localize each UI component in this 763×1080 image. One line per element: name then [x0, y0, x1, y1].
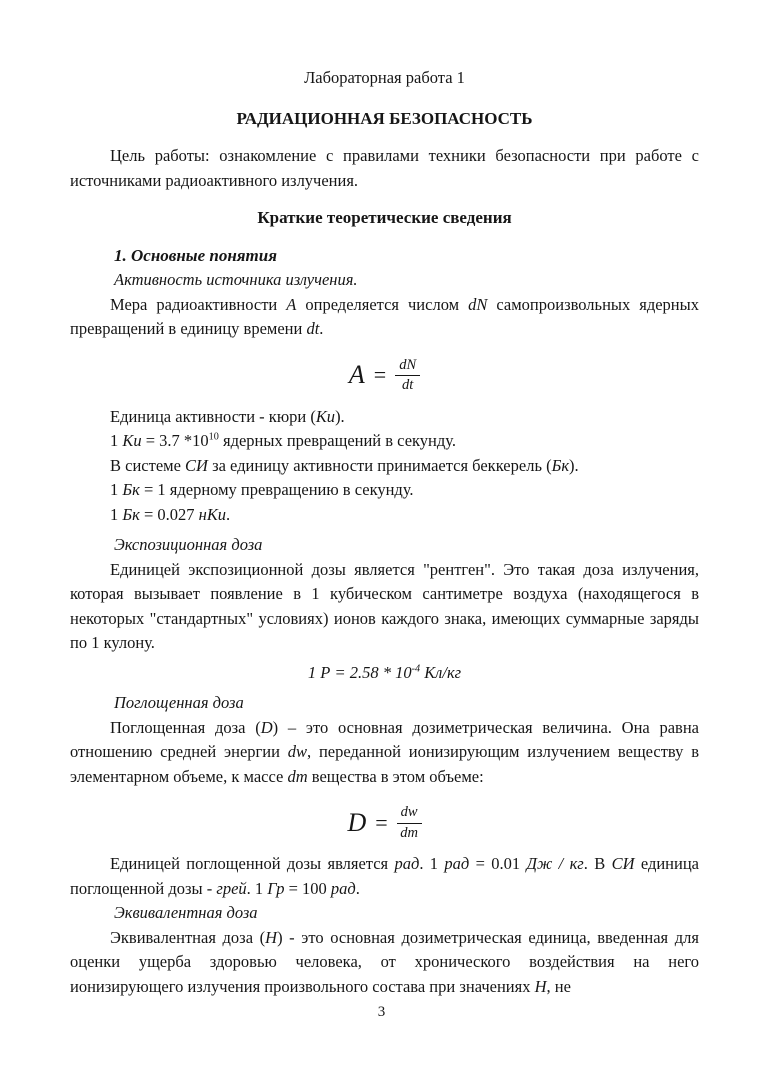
formula-fraction	[395, 357, 420, 394]
formula-numerator: dw	[397, 804, 422, 823]
activity-unit-line: В системе СИ за единицу активности принимается беккерель (Бк).	[110, 455, 579, 475]
document-title: РАДИАЦИОННАЯ БЕЗОПАСНОСТЬ	[236, 108, 533, 128]
page-number: 3	[377, 1004, 386, 1020]
subsection-heading: 1. Основные понятия	[114, 245, 277, 265]
formula-fraction	[397, 804, 422, 841]
goal-paragraph: Цель работы: ознакомление с правилами техники безопасности при работе с источниками радиоактивного излучения.	[70, 146, 699, 190]
formula-lhs: A	[348, 360, 365, 390]
formula-denominator: dt	[402, 377, 414, 393]
formula-numerator: dN	[395, 357, 420, 376]
activity-formula	[70, 352, 699, 400]
exposure-term-heading: Экспозиционная доза	[114, 535, 263, 554]
activity-unit-line: 1 Бк = 1 ядерному превращению в секунду.	[110, 480, 414, 499]
lab-work-header: Лабораторная работа 1	[304, 68, 465, 87]
absorbed-units-paragraph: Единицей поглощенной дозы является рад. 1 рад = 0.01 Дж / кг. В СИ единица поглощенной дозы - грей. 1 Гр = 100 рад.	[70, 854, 699, 898]
section-heading: Краткие теоретические сведения	[257, 208, 512, 227]
absorbed-term-heading: Поглощенная доза	[114, 693, 244, 712]
equivalent-term-heading: Эквивалентная доза	[114, 903, 258, 922]
absorbed-formula	[70, 799, 699, 847]
exposure-formula: 1 $Р = 2.58 * 10^{-4}$ Кл/кг	[307, 662, 462, 682]
activity-paragraph: Мера радиоактивности А определяется числом dN самопроизвольных ядерных превращений в единицу времени dt.	[70, 294, 699, 338]
formula-equals-sign: =	[375, 809, 388, 835]
formula-lhs: D	[347, 807, 367, 837]
activity-term-heading: Активность источника излучения.	[114, 270, 358, 289]
activity-unit-line: Единица активности - кюри (Ки).	[110, 406, 345, 426]
formula-equals-sign: =	[373, 362, 387, 388]
equivalent-paragraph: Эквивалентная доза (Н) - это основная дозиметрическая единица, введенная для оценки ущерба здоровью человека, от хронического воздействия на него ионизирующего излучения произвольного состава при значениях Н, не	[70, 927, 699, 996]
activity-unit-line: 1 Бк = 0.027 нКи.	[110, 504, 231, 524]
absorbed-paragraph: Поглощенная доза (D) – это основная дозиметрическая величина. Она равна отношению средней энергии dw, переданной ионизирующим излучением веществу в элементарном объеме, к массе dm вещества в этом объеме:	[70, 717, 700, 786]
exposure-paragraph: Единицей экспозиционной дозы является "рентген". Это такая доза излучения, которая вызывает появление в 1 кубическом сантиметре воздуха (находящегося в некоторых "стандартных" условиях) ионов каждого знака, имеющих суммарные заряды по 1 кулону.	[70, 559, 699, 652]
activity-unit-line: 1 Ки = 3.7 $*10^{10}$ ядерных превращений в секунду.	[110, 431, 457, 450]
formula-denominator: dm	[400, 824, 418, 841]
